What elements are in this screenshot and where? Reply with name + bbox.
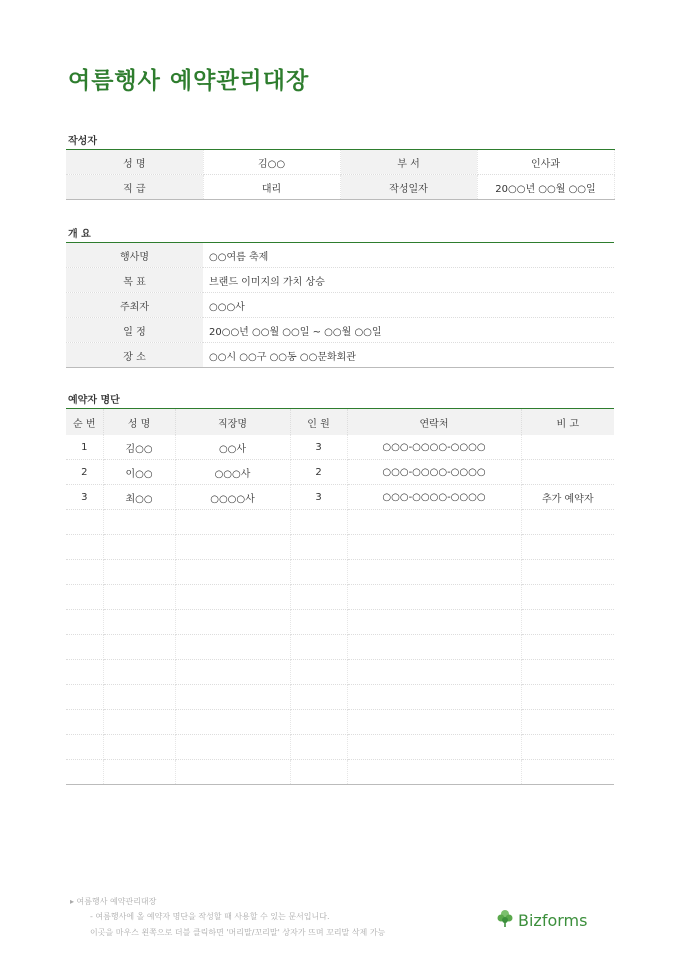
cell-name xyxy=(103,735,175,760)
cell-remarks xyxy=(521,435,614,460)
cell-remarks xyxy=(521,535,614,560)
cell-company xyxy=(175,610,290,635)
cell-remarks xyxy=(521,760,614,785)
cell-contact xyxy=(347,510,521,535)
cell-company: ○○○○사 xyxy=(175,485,290,510)
rank-label: 직 급 xyxy=(66,175,203,200)
cell-remarks xyxy=(521,585,614,610)
table-row xyxy=(66,760,614,785)
cell-company xyxy=(175,635,290,660)
cell-company xyxy=(175,710,290,735)
cell-contact: ○○○-○○○○-○○○○ xyxy=(347,485,521,510)
cell-people: 3 xyxy=(290,485,347,510)
cell-people xyxy=(290,760,347,785)
cell-contact xyxy=(347,735,521,760)
cell-number: 1 xyxy=(66,435,103,460)
department-value: 인사과 xyxy=(477,150,614,175)
column-header-remarks: 비 고 xyxy=(521,409,614,436)
cell-company xyxy=(175,735,290,760)
table-row xyxy=(66,585,614,610)
table-row xyxy=(66,660,614,685)
schedule-value: 20○○년 ○○월 ○○일 ~ ○○월 ○○일 xyxy=(203,318,614,343)
venue-value: ○○시 ○○구 ○○동 ○○문화회관 xyxy=(209,351,356,363)
table-row xyxy=(66,460,614,485)
cell-number: 3 xyxy=(66,485,103,510)
cell-remarks xyxy=(521,660,614,685)
cell-company xyxy=(175,660,290,685)
rank-value: 대리 xyxy=(203,175,340,200)
cell-people xyxy=(290,635,347,660)
cell-people xyxy=(290,535,347,560)
table-row xyxy=(66,268,614,293)
table-row xyxy=(66,343,614,368)
table-row xyxy=(66,150,614,175)
cell-people xyxy=(290,735,347,760)
table-row xyxy=(66,685,614,710)
table-row xyxy=(66,485,614,510)
column-header-contact: 연락처 xyxy=(347,409,521,436)
cell-people: 2 xyxy=(290,460,347,485)
cell-people xyxy=(290,585,347,610)
column-header-people: 인 원 xyxy=(290,409,347,436)
cell-remarks xyxy=(521,635,614,660)
cell-name xyxy=(103,760,175,785)
cell-remarks xyxy=(521,610,614,635)
cell-company xyxy=(175,685,290,710)
department-label: 부 서 xyxy=(340,150,477,175)
cell-number xyxy=(66,685,103,710)
table-row xyxy=(66,293,614,318)
table-row xyxy=(66,435,614,460)
cell-remarks xyxy=(521,710,614,735)
cell-number: 2 xyxy=(66,460,103,485)
cell-number xyxy=(66,510,103,535)
goal-value: 브랜드 이미지의 가치 상승 xyxy=(203,268,614,293)
table-row xyxy=(66,535,614,560)
footer-description: - 여름행사에 올 예약자 명단을 작성할 때 사용할 수 있는 문서입니다. xyxy=(90,912,330,921)
cell-contact xyxy=(347,760,521,785)
roster-header-row xyxy=(66,409,614,436)
cell-remarks xyxy=(521,685,614,710)
cell-people xyxy=(290,660,347,685)
cell-name xyxy=(103,560,175,585)
host-value: ○○○사 xyxy=(203,293,614,318)
table-row xyxy=(66,735,614,760)
cell-number xyxy=(66,760,103,785)
schedule-label: 일 정 xyxy=(66,318,203,343)
goal-label: 목 표 xyxy=(66,268,203,293)
table-row xyxy=(66,560,614,585)
cell-name xyxy=(103,685,175,710)
cell-people xyxy=(290,685,347,710)
cell-name xyxy=(103,610,175,635)
table-row xyxy=(66,710,614,735)
cell-remarks xyxy=(521,510,614,535)
footer-title: ▸ 여름행사 예약관리대장 xyxy=(70,897,157,906)
cell-name xyxy=(103,660,175,685)
cell-name xyxy=(103,635,175,660)
cell-people xyxy=(290,510,347,535)
table-row xyxy=(66,610,614,635)
cell-number xyxy=(66,735,103,760)
cell-number xyxy=(66,710,103,735)
cell-people: 3 xyxy=(290,435,347,460)
cell-remarks: 추가 예약자 xyxy=(521,485,614,510)
table-row xyxy=(66,510,614,535)
roster-section-label: 예약자 명단 xyxy=(68,395,120,406)
cell-company: ○○사 xyxy=(175,435,290,460)
cell-contact xyxy=(347,660,521,685)
logo-text: Bizforms xyxy=(518,910,588,930)
overview-table xyxy=(66,242,614,368)
cell-contact xyxy=(347,635,521,660)
cell-name xyxy=(103,585,175,610)
column-header-company: 직장명 xyxy=(175,409,290,436)
cell-name: 이○○ xyxy=(103,460,175,485)
leaf-tree-icon xyxy=(496,908,514,932)
cell-number xyxy=(66,585,103,610)
table-row xyxy=(66,243,614,268)
name-value: 김○○ xyxy=(203,150,340,175)
cell-people xyxy=(290,560,347,585)
cell-name: 김○○ xyxy=(103,435,175,460)
roster-body xyxy=(66,435,614,785)
cell-name: 최○○ xyxy=(103,485,175,510)
cell-number xyxy=(66,560,103,585)
cell-name xyxy=(103,510,175,535)
cell-company xyxy=(175,535,290,560)
cell-contact xyxy=(347,685,521,710)
overview-section-label: 개 요 xyxy=(68,229,91,240)
roster-table xyxy=(66,408,614,785)
cell-company xyxy=(175,560,290,585)
writer-table xyxy=(66,149,615,200)
venue-label: 장 소 xyxy=(66,343,203,368)
event-name-value: ○○여름 축제 xyxy=(203,243,614,268)
event-name-label: 행사명 xyxy=(66,243,203,268)
footer-hint: 이곳을 마우스 왼쪽으로 더블 클릭하면 '머리말/꼬리말' 상자가 뜨며 꼬리말 삭제 가능 xyxy=(90,928,386,937)
page-title: 여름행사 예약관리대장 xyxy=(68,68,310,94)
cell-company xyxy=(175,585,290,610)
bizforms-logo xyxy=(496,908,587,932)
cell-number xyxy=(66,535,103,560)
cell-remarks xyxy=(521,460,614,485)
cell-people xyxy=(290,710,347,735)
cell-number xyxy=(66,660,103,685)
host-label: 주최자 xyxy=(66,293,203,318)
cell-name xyxy=(103,535,175,560)
cell-contact xyxy=(347,710,521,735)
cell-people xyxy=(290,610,347,635)
cell-remarks xyxy=(521,735,614,760)
cell-company: ○○○사 xyxy=(175,460,290,485)
table-row xyxy=(66,318,614,343)
cell-company xyxy=(175,510,290,535)
cell-contact xyxy=(347,585,521,610)
cell-contact xyxy=(347,610,521,635)
cell-contact: ○○○-○○○○-○○○○ xyxy=(347,435,521,460)
date-label: 작성일자 xyxy=(340,175,477,200)
table-row xyxy=(66,175,614,200)
cell-contact xyxy=(347,535,521,560)
cell-number xyxy=(66,610,103,635)
column-header-name: 성 명 xyxy=(103,409,175,436)
cell-name xyxy=(103,710,175,735)
cell-number xyxy=(66,635,103,660)
cell-contact: ○○○-○○○○-○○○○ xyxy=(347,460,521,485)
cell-remarks xyxy=(521,560,614,585)
writer-section-label: 작성자 xyxy=(68,136,97,147)
cell-company xyxy=(175,760,290,785)
date-value: 20○○년 ○○월 ○○일 xyxy=(477,175,614,200)
name-label: 성 명 xyxy=(66,150,203,175)
column-header-number: 순 번 xyxy=(66,409,103,436)
cell-contact xyxy=(347,560,521,585)
table-row xyxy=(66,635,614,660)
